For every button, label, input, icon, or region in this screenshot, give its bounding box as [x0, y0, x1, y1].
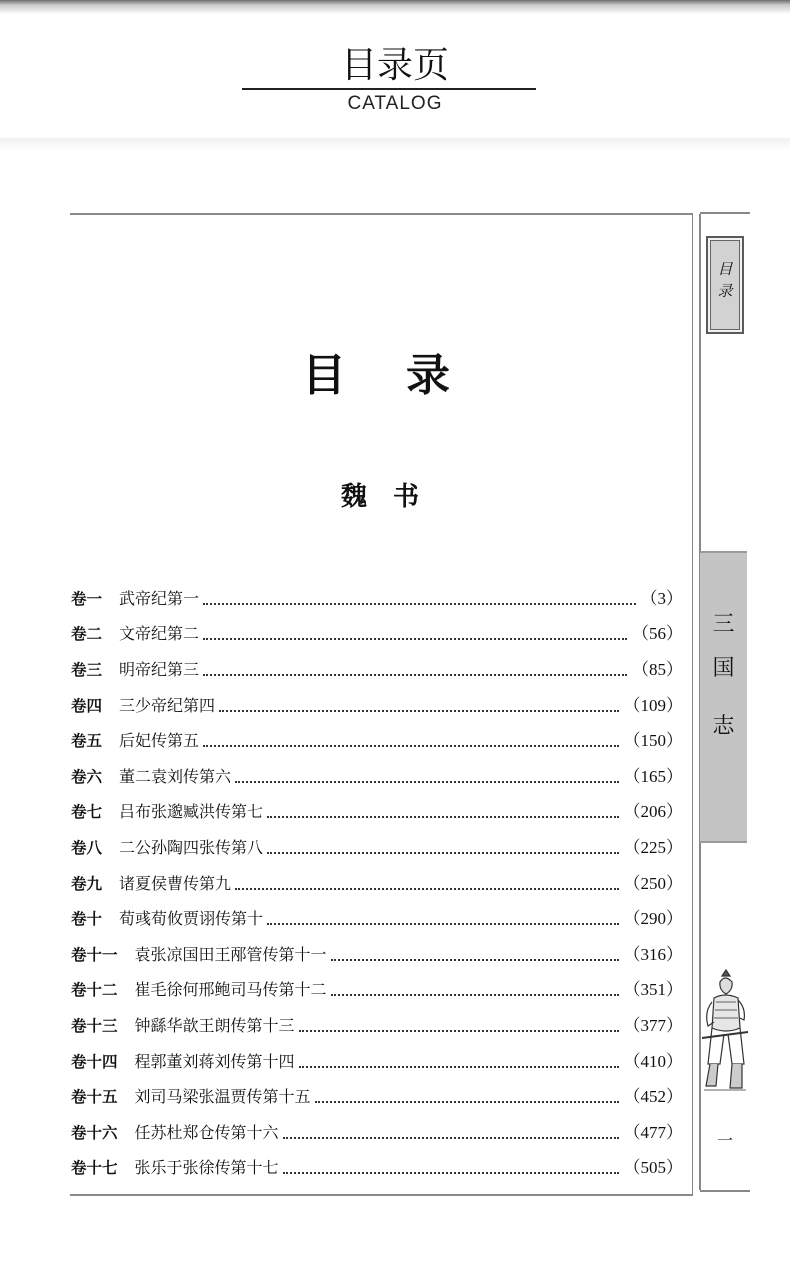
- chapter-title: 任苏杜郑仓传第十六: [134, 1122, 279, 1142]
- volume-label: 卷十: [71, 910, 103, 929]
- page-reference: （377）: [623, 1015, 683, 1035]
- toc-entry[interactable]: [71, 866, 683, 902]
- toc-entry[interactable]: [71, 1008, 683, 1044]
- leader-dots: [267, 816, 618, 818]
- chapter-title: 三少帝纪第四: [119, 695, 216, 715]
- page-reference: （150）: [623, 731, 683, 751]
- chapter-title: 诸夏侯曹传第九: [119, 873, 232, 893]
- volume-label: 卷十三: [71, 1016, 118, 1035]
- top-shadow: [0, 0, 790, 14]
- page-reference: （505）: [623, 1158, 683, 1178]
- volume-label: 卷七: [71, 803, 103, 822]
- toc-entry[interactable]: [71, 652, 683, 688]
- leader-dots: [267, 923, 618, 925]
- page-reference: （206）: [623, 802, 683, 822]
- leader-dots: [219, 710, 618, 712]
- toc-entry[interactable]: [71, 1151, 683, 1187]
- section-title: 魏 书: [340, 482, 419, 512]
- page-reference: （477）: [623, 1122, 683, 1142]
- volume-label: 卷十一: [71, 945, 118, 964]
- header-divider: [0, 138, 790, 150]
- toc-entry[interactable]: [71, 759, 683, 795]
- volume-label: 卷十七: [71, 1159, 118, 1178]
- page-reference: （410）: [623, 1051, 683, 1071]
- page-title: 目录页: [340, 45, 449, 86]
- volume-label: 卷十五: [71, 1088, 118, 1107]
- toc-list: [71, 581, 683, 1186]
- leader-dots: [235, 888, 618, 890]
- page-reference: （316）: [623, 944, 683, 964]
- side-rule-bottom: [700, 1190, 750, 1192]
- chapter-title: 吕布张邈臧洪传第七: [119, 802, 264, 822]
- volume-label: 卷十四: [71, 1052, 118, 1071]
- chapter-title: 二公孙陶四张传第八: [119, 837, 264, 857]
- page-reference: （109）: [623, 695, 683, 715]
- side-label-plate: [706, 236, 744, 334]
- chapter-title: 董二袁刘传第六: [119, 766, 232, 786]
- chapter-title: 明帝纪第三: [119, 659, 200, 679]
- volume-label: 卷八: [71, 838, 103, 857]
- volume-label: 卷三: [71, 660, 103, 679]
- leader-dots: [203, 603, 635, 605]
- toc-entry[interactable]: [71, 973, 683, 1009]
- book-title-tab: [700, 551, 747, 843]
- toc-entry[interactable]: [71, 723, 683, 759]
- toc-entry[interactable]: [71, 581, 683, 617]
- chapter-title: 武帝纪第一: [119, 588, 200, 608]
- toc-entry[interactable]: [71, 830, 683, 866]
- toc-entry[interactable]: [71, 1115, 683, 1151]
- volume-label: 卷九: [71, 874, 103, 893]
- leader-dots: [203, 638, 627, 640]
- leader-dots: [267, 852, 618, 854]
- chapter-title: 后妃传第五: [119, 731, 200, 751]
- volume-label: 卷六: [71, 767, 103, 786]
- book-title-char: 国: [712, 656, 735, 681]
- chapter-title: 荀彧荀攸贾诩传第十: [119, 909, 264, 929]
- toc-title: 目 录: [302, 350, 458, 401]
- page-reference: （452）: [623, 1087, 683, 1107]
- toc-entry[interactable]: [71, 617, 683, 653]
- toc-entry[interactable]: [71, 937, 683, 973]
- title-underline: [242, 88, 536, 90]
- leader-dots: [331, 959, 619, 961]
- leader-dots: [299, 1066, 619, 1068]
- leader-dots: [203, 745, 618, 747]
- chapter-title: 袁张凉国田王邴管传第十一: [134, 944, 327, 964]
- chapter-title: 钟繇华歆王朗传第十三: [134, 1015, 295, 1035]
- toc-entry[interactable]: [71, 1079, 683, 1115]
- page-reference: （56）: [632, 624, 683, 644]
- volume-label: 卷十六: [71, 1123, 118, 1142]
- volume-label: 卷二: [71, 625, 103, 644]
- volume-label: 卷一: [71, 589, 103, 608]
- leader-dots: [283, 1172, 619, 1174]
- toc-entry[interactable]: [71, 1044, 683, 1080]
- chapter-title: 崔毛徐何邢鲍司马传第十二: [134, 980, 327, 1000]
- leader-dots: [283, 1137, 619, 1139]
- leader-dots: [315, 1101, 619, 1103]
- toc-entry[interactable]: [71, 688, 683, 724]
- chapter-title: 文帝纪第二: [119, 624, 200, 644]
- side-label-char: 录: [717, 282, 733, 300]
- chapter-title: 张乐于张徐传第十七: [134, 1158, 279, 1178]
- volume-label: 卷五: [71, 732, 103, 751]
- leader-dots: [203, 674, 627, 676]
- leader-dots: [235, 781, 618, 783]
- side-label-char: 目: [717, 260, 733, 278]
- book-title-char: 志: [712, 714, 735, 739]
- page-reference: （290）: [623, 909, 683, 929]
- volume-label: 卷十二: [71, 981, 118, 1000]
- chapter-title: 程郭董刘蒋刘传第十四: [134, 1051, 295, 1071]
- page-subtitle: CATALOG: [347, 93, 443, 114]
- page-reference: （85）: [632, 659, 683, 679]
- volume-label: 卷四: [71, 696, 103, 715]
- page-number: 一: [716, 1131, 733, 1150]
- page-reference: （351）: [623, 980, 683, 1000]
- page-reference: （3）: [640, 588, 683, 608]
- side-rule-top: [700, 212, 750, 214]
- leader-dots: [331, 994, 619, 996]
- page-reference: （250）: [623, 873, 683, 893]
- warrior-illustration: [700, 968, 750, 1100]
- page-reference: （225）: [623, 837, 683, 857]
- book-title-char: 三: [712, 612, 735, 637]
- page-reference: （165）: [623, 766, 683, 786]
- leader-dots: [299, 1030, 619, 1032]
- chapter-title: 刘司马梁张温贾传第十五: [134, 1087, 311, 1107]
- toc-entry[interactable]: [71, 795, 683, 831]
- toc-entry[interactable]: [71, 901, 683, 937]
